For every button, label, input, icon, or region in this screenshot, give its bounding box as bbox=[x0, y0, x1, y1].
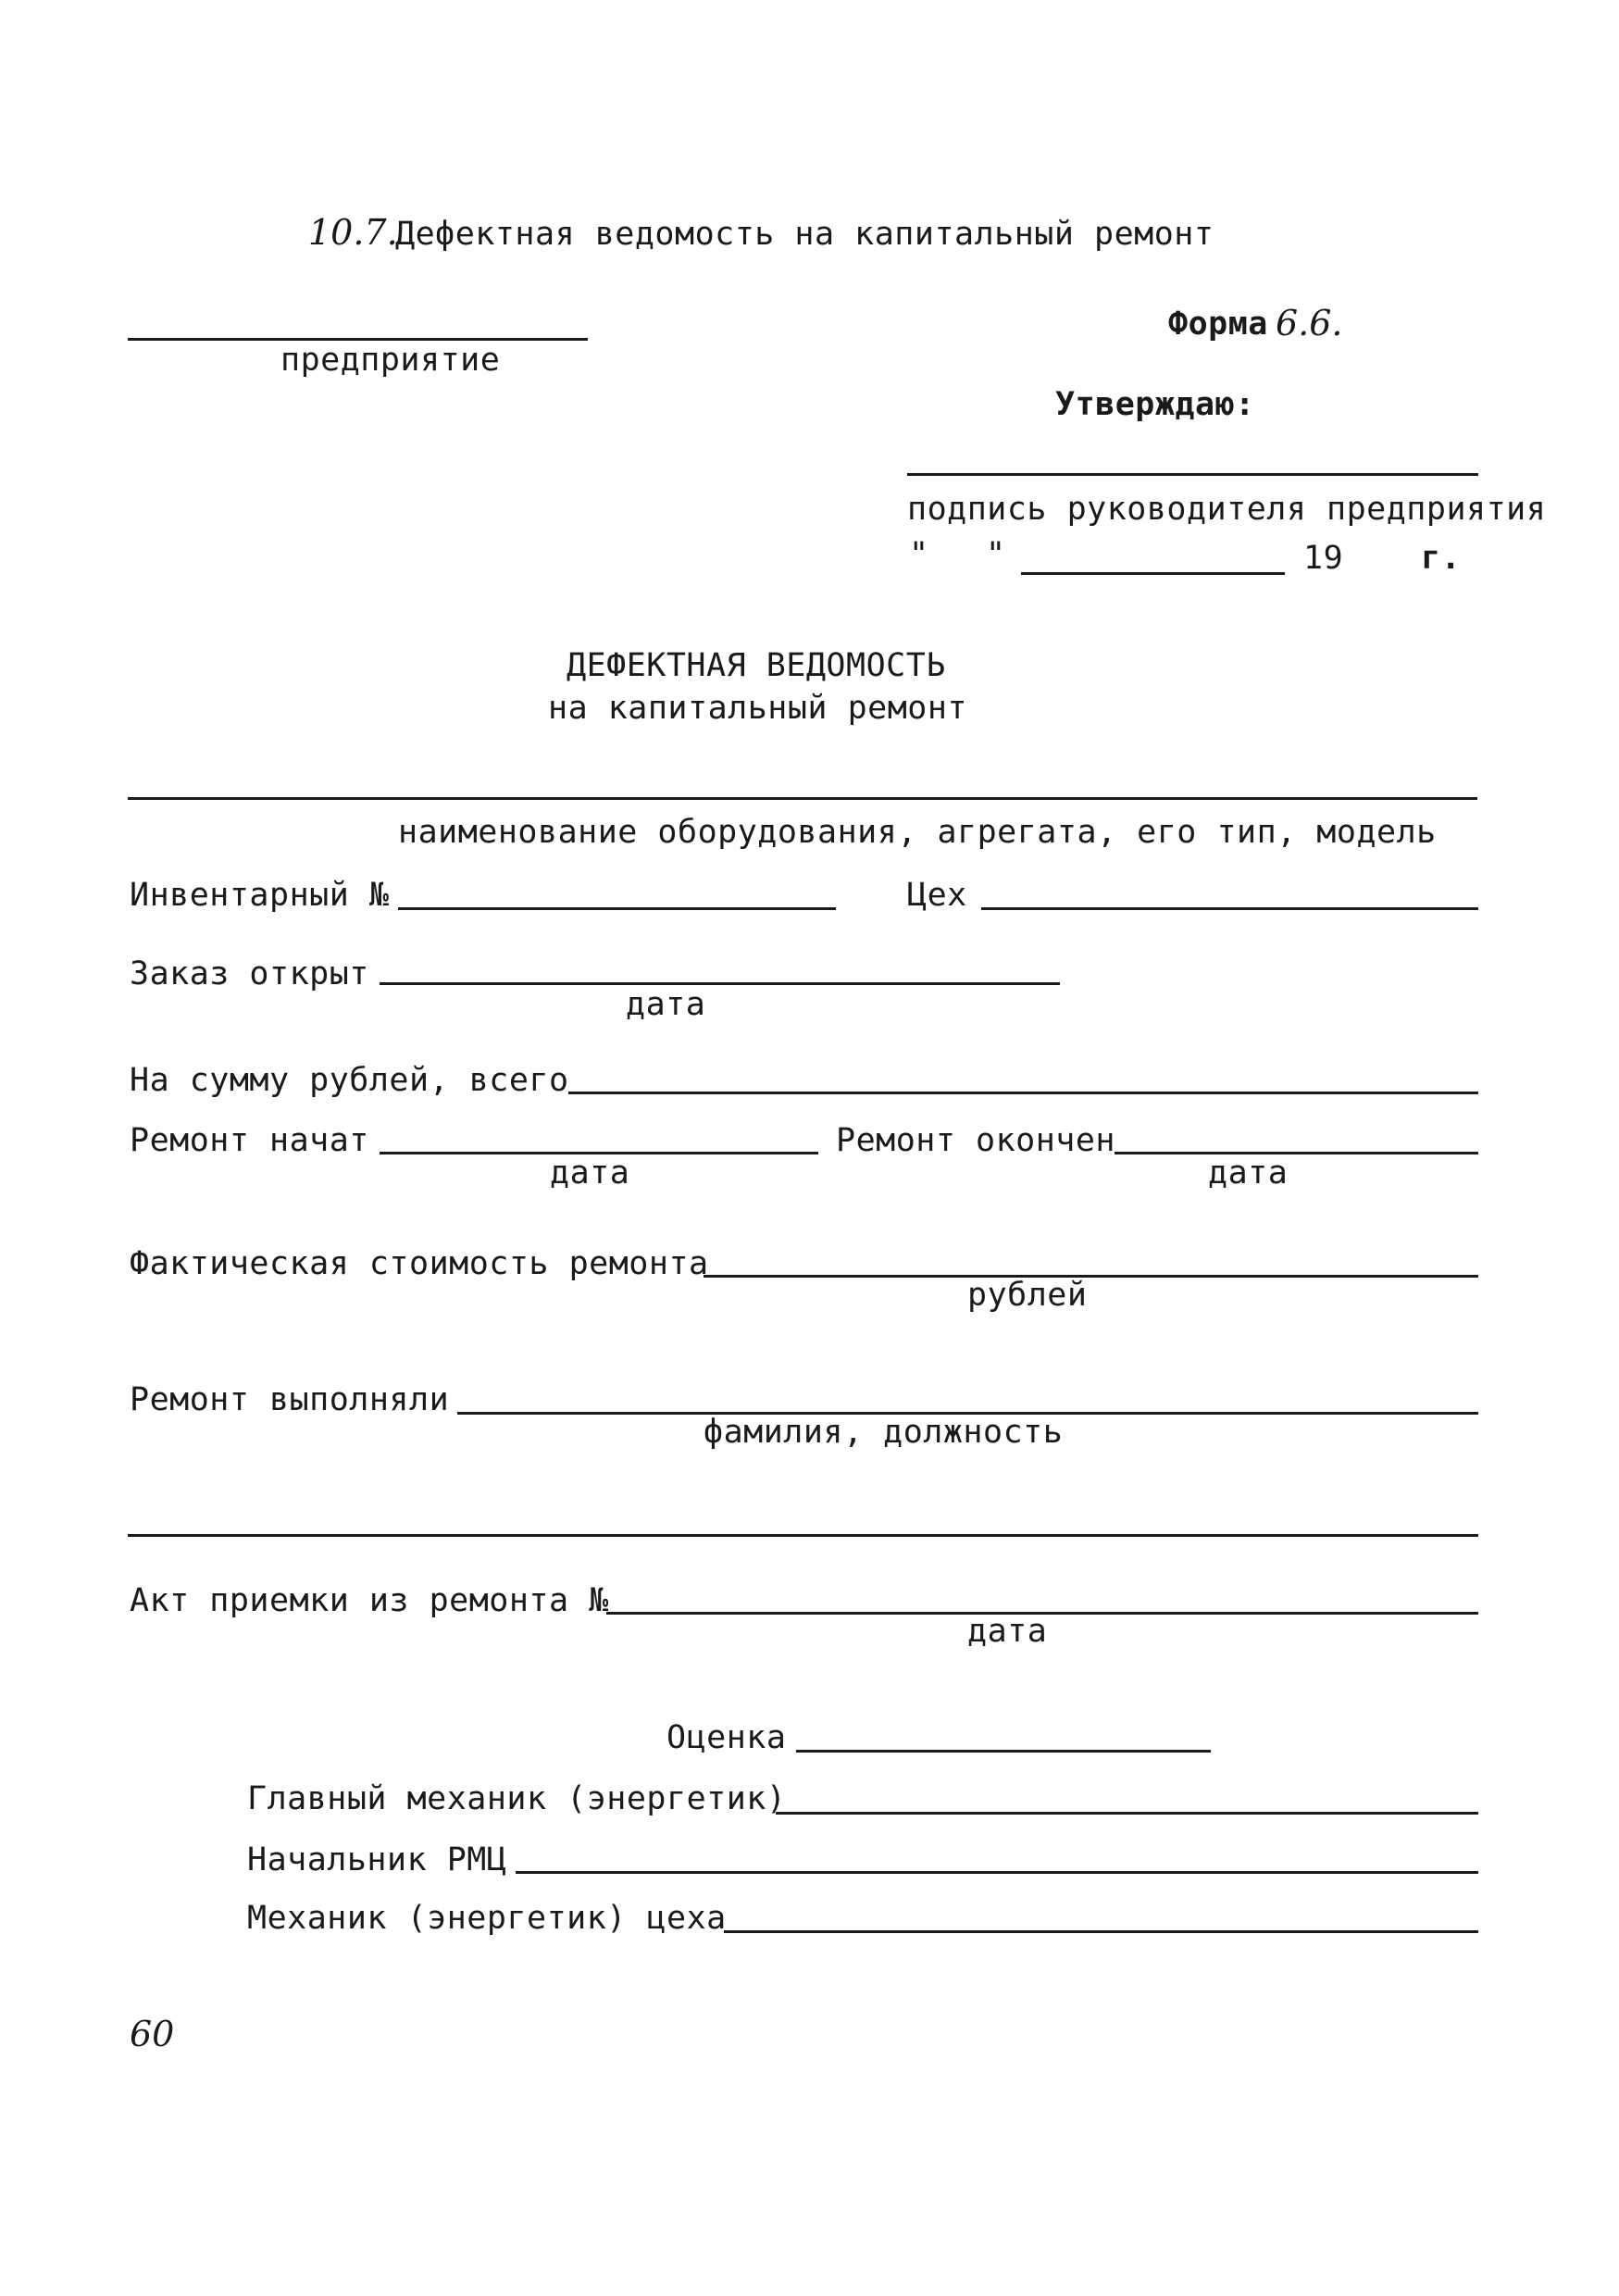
section-title: Дефектная ведомость на капитальный ремонт bbox=[395, 216, 1214, 253]
date-quote-open: " bbox=[909, 536, 929, 573]
performed-by-caption: фамилия, должность bbox=[704, 1414, 1064, 1451]
repair-started-caption: дата bbox=[550, 1154, 630, 1192]
actual-cost-caption: рублей bbox=[967, 1277, 1088, 1314]
signature-caption: подпись руководителя предприятия bbox=[907, 491, 1547, 528]
section-number: 10.7. bbox=[308, 212, 398, 253]
order-opened-line[interactable] bbox=[380, 982, 1060, 985]
total-sum-label: На сумму рублей, всего bbox=[130, 1062, 569, 1099]
inventory-label: Инвентарный № bbox=[130, 877, 390, 914]
repair-finished-caption: дата bbox=[1208, 1154, 1289, 1192]
form-number: 6.6. bbox=[1276, 303, 1343, 343]
repair-finished-line[interactable] bbox=[1115, 1152, 1478, 1154]
signature-line[interactable] bbox=[907, 473, 1478, 476]
order-opened-label: Заказ открыт bbox=[130, 955, 369, 992]
equipment-line[interactable] bbox=[128, 797, 1477, 800]
workshop-line[interactable] bbox=[981, 907, 1478, 910]
equipment-caption: наименование оборудования, агрегата, его тип, модель bbox=[398, 814, 1437, 851]
date-month-line[interactable] bbox=[1021, 572, 1285, 575]
actual-cost-line[interactable] bbox=[704, 1275, 1478, 1278]
date-quote-close: " bbox=[986, 536, 1006, 573]
repair-started-label: Ремонт начат bbox=[130, 1122, 369, 1159]
chief-mechanic-label: Главный механик (энергетик) bbox=[247, 1780, 787, 1817]
inventory-line[interactable] bbox=[398, 907, 836, 910]
order-opened-caption: дата bbox=[626, 986, 706, 1023]
form-label: Форма bbox=[1168, 306, 1268, 343]
enterprise-caption: предприятие bbox=[280, 342, 501, 379]
acceptance-act-caption: дата bbox=[967, 1613, 1048, 1650]
page-number: 60 bbox=[130, 2014, 175, 2054]
year-prefix: 19 bbox=[1303, 540, 1344, 577]
chief-mechanic-line[interactable] bbox=[776, 1812, 1478, 1815]
approve-label: Утверждаю: bbox=[1055, 386, 1255, 423]
actual-cost-label: Фактическая стоимость ремонта bbox=[130, 1245, 709, 1282]
document-title: ДЕФЕКТНАЯ ВЕДОМОСТЬ bbox=[567, 647, 946, 684]
rating-line[interactable] bbox=[796, 1750, 1211, 1753]
workshop-label: Цех bbox=[907, 877, 967, 914]
rating-label: Оценка bbox=[666, 1719, 787, 1756]
rmc-head-line[interactable] bbox=[516, 1871, 1478, 1874]
shop-mechanic-label: Механик (энергетик) цеха bbox=[247, 1900, 727, 1937]
shop-mechanic-line[interactable] bbox=[724, 1930, 1478, 1933]
year-suffix: г. bbox=[1421, 540, 1462, 577]
performed-by-label: Ремонт выполняли bbox=[130, 1381, 450, 1418]
total-sum-line[interactable] bbox=[568, 1092, 1478, 1094]
document-subtitle: на капитальный ремонт bbox=[548, 690, 968, 727]
acceptance-act-label: Акт приемки из ремонта № bbox=[130, 1582, 609, 1619]
performed-by-extra-line[interactable] bbox=[128, 1534, 1478, 1537]
rmc-head-label: Начальник РМЦ bbox=[247, 1841, 507, 1878]
repair-finished-label: Ремонт окончен bbox=[836, 1122, 1116, 1159]
enterprise-line[interactable] bbox=[128, 338, 588, 341]
